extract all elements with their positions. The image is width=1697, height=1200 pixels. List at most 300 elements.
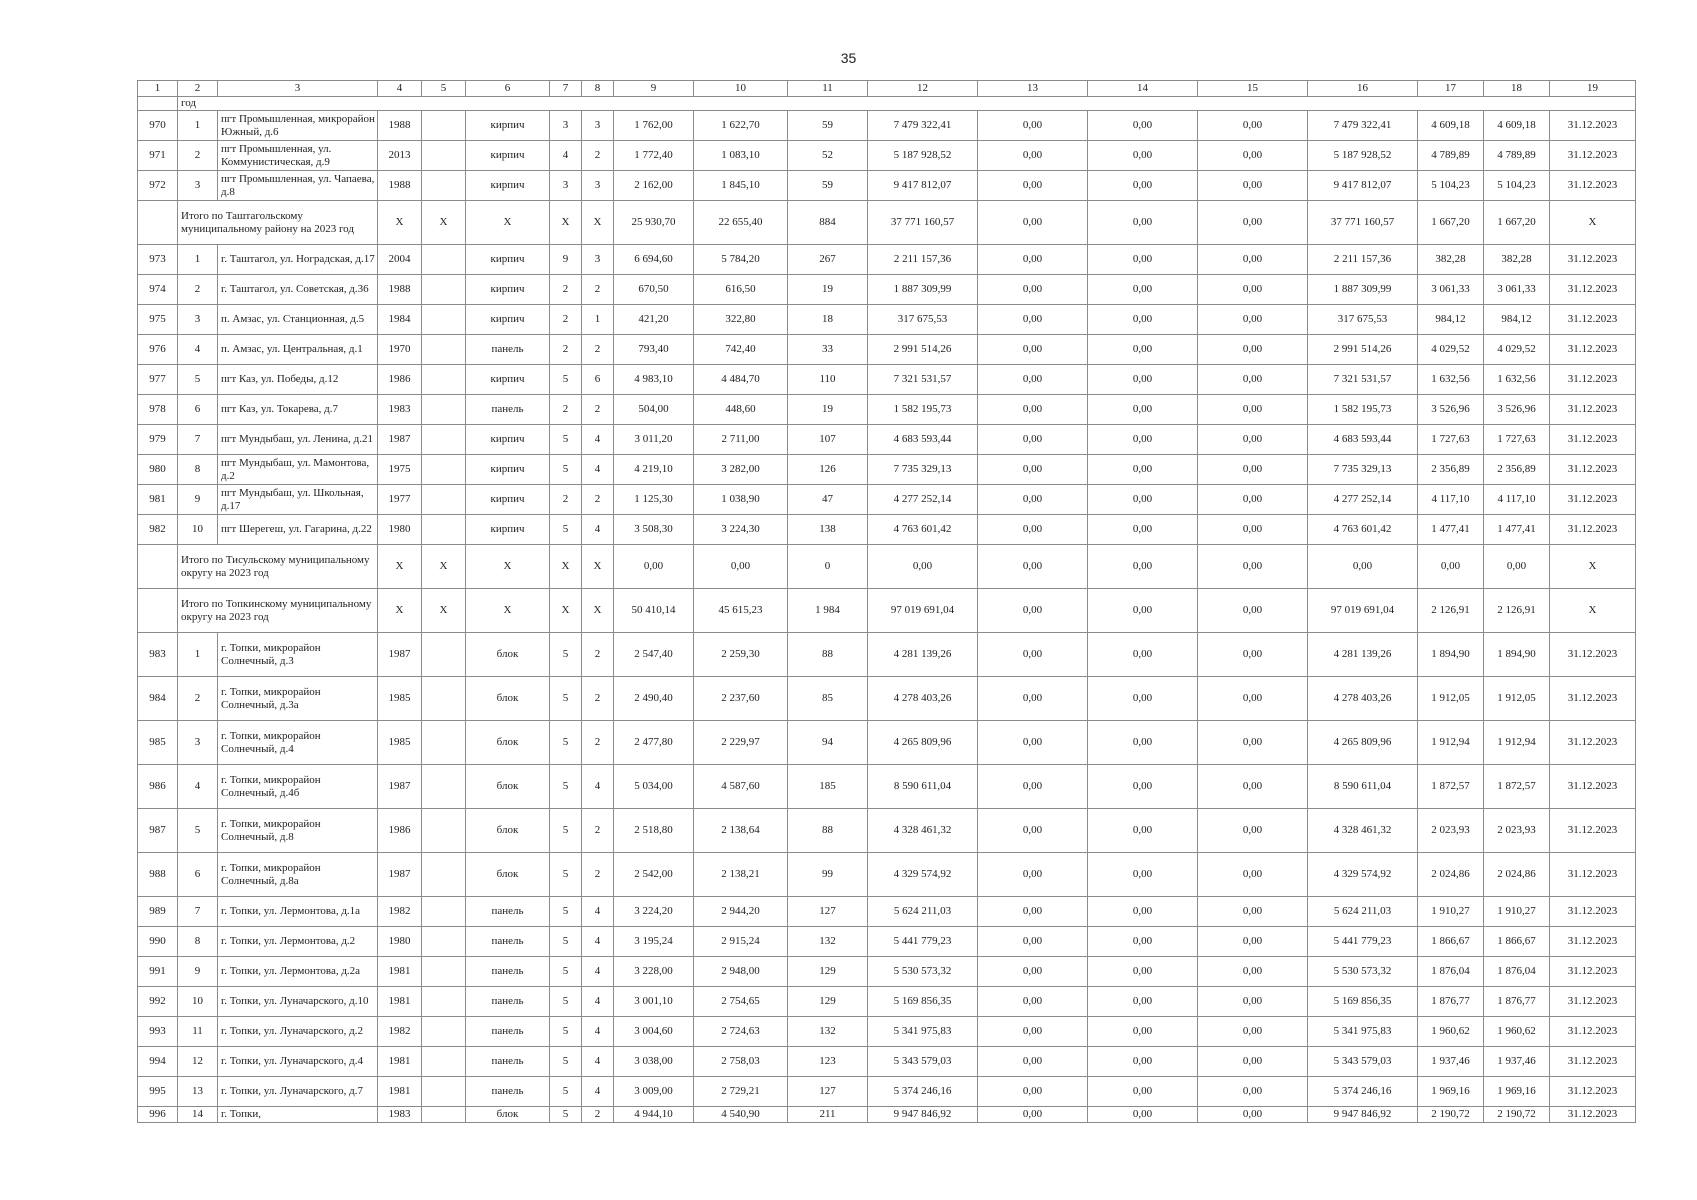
summary-cell: X <box>1550 589 1636 633</box>
table-cell: 4 265 809,96 <box>1308 721 1418 765</box>
table-cell: 5 <box>550 633 582 677</box>
table-cell: 971 <box>138 141 178 171</box>
summary-cell: X <box>550 589 582 633</box>
table-cell: 211 <box>788 1107 868 1123</box>
summary-cell: X <box>378 589 422 633</box>
table-cell: кирпич <box>466 455 550 485</box>
table-cell: кирпич <box>466 485 550 515</box>
table-cell: кирпич <box>466 171 550 201</box>
table-cell: 1981 <box>378 987 422 1017</box>
table-cell: 9 <box>178 485 218 515</box>
table-cell: 5 341 975,83 <box>868 1017 978 1047</box>
table-row <box>138 335 1636 365</box>
table-cell: 2 237,60 <box>694 677 788 721</box>
table-cell: 0,00 <box>1198 485 1308 515</box>
table-cell: 2 024,86 <box>1418 853 1484 897</box>
table-cell: 2 <box>178 141 218 171</box>
summary-cell: 97 019 691,04 <box>868 589 978 633</box>
table-cell: 4 <box>582 957 614 987</box>
summary-cell: 37 771 160,57 <box>1308 201 1418 245</box>
table-cell: 31.12.2023 <box>1550 853 1636 897</box>
table-cell <box>422 809 466 853</box>
summary-cell: 45 615,23 <box>694 589 788 633</box>
table-cell: 1 937,46 <box>1484 1047 1550 1077</box>
table-row <box>138 365 1636 395</box>
table-cell: 10 <box>178 515 218 545</box>
table-cell: 31.12.2023 <box>1550 987 1636 1017</box>
column-number: 17 <box>1418 81 1484 97</box>
table-cell: 267 <box>788 245 868 275</box>
table-cell: 382,28 <box>1484 245 1550 275</box>
table-cell: 2 754,65 <box>694 987 788 1017</box>
table-cell <box>422 365 466 395</box>
table-cell: 1985 <box>378 677 422 721</box>
table-row <box>138 425 1636 455</box>
table-cell: 4 278 403,26 <box>868 677 978 721</box>
summary-cell: 37 771 160,57 <box>868 201 978 245</box>
table-cell: 0,00 <box>978 335 1088 365</box>
table-row <box>138 141 1636 171</box>
table-cell <box>422 455 466 485</box>
table-cell: 2 <box>582 853 614 897</box>
table-cell: 4 219,10 <box>614 455 694 485</box>
table-row <box>138 111 1636 141</box>
table-cell: 52 <box>788 141 868 171</box>
table-cell: 31.12.2023 <box>1550 455 1636 485</box>
table-row <box>138 1107 1636 1123</box>
table-cell: 7 <box>178 425 218 455</box>
table-cell: 3 <box>178 721 218 765</box>
table-cell: 2 356,89 <box>1418 455 1484 485</box>
table-row <box>138 1077 1636 1107</box>
table-cell: 0,00 <box>1088 897 1198 927</box>
table-cell: 4 <box>582 1017 614 1047</box>
table-cell: 0,00 <box>1198 141 1308 171</box>
table-cell: 0,00 <box>1088 927 1198 957</box>
address-cell: г. Топки, ул. Лермонтова, д.2 <box>218 927 378 957</box>
table-cell: 4 587,60 <box>694 765 788 809</box>
table-cell: 6 <box>178 853 218 897</box>
table-cell: 31.12.2023 <box>1550 1017 1636 1047</box>
table-cell: 0,00 <box>1198 927 1308 957</box>
table-cell: 123 <box>788 1047 868 1077</box>
table-cell: 1988 <box>378 111 422 141</box>
column-number: 6 <box>466 81 550 97</box>
table-cell: 0,00 <box>1088 1047 1198 1077</box>
table-cell: 4 <box>582 765 614 809</box>
summary-row <box>138 545 1636 589</box>
summary-cell: 0 <box>788 545 868 589</box>
table-cell: 982 <box>138 515 178 545</box>
table-cell: 0,00 <box>978 1017 1088 1047</box>
table-cell: 31.12.2023 <box>1550 171 1636 201</box>
table-cell: 3 224,30 <box>694 515 788 545</box>
table-cell: 2 <box>178 677 218 721</box>
table-cell: кирпич <box>466 515 550 545</box>
table-cell: 31.12.2023 <box>1550 897 1636 927</box>
table-cell: 0,00 <box>1088 425 1198 455</box>
table-cell: 4 329 574,92 <box>1308 853 1418 897</box>
table-cell: 14 <box>178 1107 218 1123</box>
address-cell: г. Таштагол, ул. Советская, д.36 <box>218 275 378 305</box>
table-cell: 47 <box>788 485 868 515</box>
table-cell: 991 <box>138 957 178 987</box>
table-cell: 1982 <box>378 1017 422 1047</box>
table-cell: 31.12.2023 <box>1550 425 1636 455</box>
table-cell: 5 <box>550 455 582 485</box>
table-cell: 5 341 975,83 <box>1308 1017 1418 1047</box>
table-cell: 1 912,94 <box>1418 721 1484 765</box>
table-cell: 0,00 <box>1198 633 1308 677</box>
table-cell: 0,00 <box>1088 765 1198 809</box>
table-cell: кирпич <box>466 275 550 305</box>
table-cell: панель <box>466 395 550 425</box>
table-cell: 9 <box>178 957 218 987</box>
table-cell: 7 735 329,13 <box>868 455 978 485</box>
table-cell: 2 991 514,26 <box>868 335 978 365</box>
table-cell: 18 <box>788 305 868 335</box>
table-cell <box>422 677 466 721</box>
table-row <box>138 957 1636 987</box>
table-cell: 2 138,64 <box>694 809 788 853</box>
table-cell: кирпич <box>466 141 550 171</box>
table-cell <box>422 853 466 897</box>
table-cell: 1 910,27 <box>1418 897 1484 927</box>
table-cell: 2 <box>550 395 582 425</box>
table-cell: кирпич <box>466 305 550 335</box>
table-cell: 5 <box>550 809 582 853</box>
table-cell: 6 694,60 <box>614 245 694 275</box>
table-cell: 5 104,23 <box>1418 171 1484 201</box>
summary-cell: 0,00 <box>1088 201 1198 245</box>
table-cell: 31.12.2023 <box>1550 365 1636 395</box>
table-cell: блок <box>466 765 550 809</box>
table-cell: 59 <box>788 171 868 201</box>
table-cell: 1 872,57 <box>1484 765 1550 809</box>
table-cell: 94 <box>788 721 868 765</box>
table-cell: 5 <box>550 765 582 809</box>
table-cell: 5 530 573,32 <box>1308 957 1418 987</box>
table-cell: 2 211 157,36 <box>868 245 978 275</box>
address-cell: п. Амзас, ул. Центральная, д.1 <box>218 335 378 365</box>
table-cell: 0,00 <box>1198 425 1308 455</box>
table-cell: 1 876,77 <box>1484 987 1550 1017</box>
table-cell: 4 983,10 <box>614 365 694 395</box>
table-cell: панель <box>466 1017 550 1047</box>
table-cell: 1 960,62 <box>1418 1017 1484 1047</box>
table-cell: 2 <box>550 305 582 335</box>
table-cell: панель <box>466 335 550 365</box>
table-cell: 2 <box>582 809 614 853</box>
table-cell: 1 477,41 <box>1484 515 1550 545</box>
table-cell: 4 328 461,32 <box>1308 809 1418 853</box>
table-cell: 0,00 <box>1198 275 1308 305</box>
table-cell <box>422 335 466 365</box>
table-cell: 995 <box>138 1077 178 1107</box>
table-cell: 0,00 <box>978 141 1088 171</box>
table-cell: 5 <box>550 677 582 721</box>
table-cell: 983 <box>138 633 178 677</box>
summary-cell: X <box>582 545 614 589</box>
table-cell: 5 343 579,03 <box>868 1047 978 1077</box>
table-cell: 85 <box>788 677 868 721</box>
table-cell: 1 969,16 <box>1484 1077 1550 1107</box>
table-cell: 1 632,56 <box>1484 365 1550 395</box>
table-cell: 973 <box>138 245 178 275</box>
table-cell: 0,00 <box>978 809 1088 853</box>
table-cell: панель <box>466 1047 550 1077</box>
table-cell: 989 <box>138 897 178 927</box>
table-cell: 984,12 <box>1484 305 1550 335</box>
table-cell <box>422 765 466 809</box>
table-cell: 5 <box>550 987 582 1017</box>
table-cell: 0,00 <box>1198 365 1308 395</box>
table-cell: 0,00 <box>1198 853 1308 897</box>
summary-row <box>138 589 1636 633</box>
table-cell: 2 <box>582 395 614 425</box>
table-cell: 7 479 322,41 <box>868 111 978 141</box>
table-cell: 1970 <box>378 335 422 365</box>
table-cell <box>422 305 466 335</box>
table-cell: 4 609,18 <box>1484 111 1550 141</box>
table-cell: 0,00 <box>1198 515 1308 545</box>
table-cell: 4 117,10 <box>1418 485 1484 515</box>
table-cell: кирпич <box>466 111 550 141</box>
table-cell: 2 711,00 <box>694 425 788 455</box>
table-cell: 0,00 <box>1198 1077 1308 1107</box>
column-number: 7 <box>550 81 582 97</box>
table-cell: 1982 <box>378 897 422 927</box>
table-cell: 1987 <box>378 425 422 455</box>
table-cell: 0,00 <box>1088 1017 1198 1047</box>
table-cell: 3 282,00 <box>694 455 788 485</box>
table-cell: 0,00 <box>978 853 1088 897</box>
table-cell: 5 624 211,03 <box>1308 897 1418 927</box>
table-cell: 0,00 <box>978 927 1088 957</box>
table-cell: 5 <box>550 957 582 987</box>
table-cell: 1 872,57 <box>1418 765 1484 809</box>
table-cell: 0,00 <box>1198 809 1308 853</box>
table-cell: 978 <box>138 395 178 425</box>
table-cell: 1 866,67 <box>1418 927 1484 957</box>
table-cell: 4 277 252,14 <box>868 485 978 515</box>
summary-cell: 2 126,91 <box>1484 589 1550 633</box>
table-cell: панель <box>466 1077 550 1107</box>
table-cell: 31.12.2023 <box>1550 485 1636 515</box>
summary-cell: 0,00 <box>1088 545 1198 589</box>
table-cell: 4 484,70 <box>694 365 788 395</box>
table-cell: панель <box>466 957 550 987</box>
table-cell: 2 190,72 <box>1418 1107 1484 1123</box>
table-cell: 5 <box>550 425 582 455</box>
table-cell: 4 <box>582 1077 614 1107</box>
table-cell: 986 <box>138 765 178 809</box>
table-cell: 9 417 812,07 <box>868 171 978 201</box>
summary-cell: 0,00 <box>978 589 1088 633</box>
table-cell: 1985 <box>378 721 422 765</box>
table-cell: 4 540,90 <box>694 1107 788 1123</box>
table-cell: 8 <box>178 455 218 485</box>
address-cell: пгт Мундыбаш, ул. Ленина, д.21 <box>218 425 378 455</box>
summary-cell: X <box>582 589 614 633</box>
table-cell: 2 <box>550 485 582 515</box>
table-cell: 3 526,96 <box>1418 395 1484 425</box>
table-cell: 2 356,89 <box>1484 455 1550 485</box>
table-cell: 0,00 <box>978 171 1088 201</box>
table-cell: 2 <box>582 485 614 515</box>
table-cell <box>422 395 466 425</box>
table-cell: 3 508,30 <box>614 515 694 545</box>
table-cell: 317 675,53 <box>1308 305 1418 335</box>
table-cell: 4 <box>178 765 218 809</box>
table-cell: 2 542,00 <box>614 853 694 897</box>
table-cell: 7 321 531,57 <box>868 365 978 395</box>
address-cell: пгт Мундыбаш, ул. Мамонтова, д.2 <box>218 455 378 485</box>
table-cell: 0,00 <box>978 275 1088 305</box>
table-cell: 4 277 252,14 <box>1308 485 1418 515</box>
column-number: 14 <box>1088 81 1198 97</box>
table-cell: 1987 <box>378 853 422 897</box>
address-cell: г. Топки, микрорайон Солнечный, д.3 <box>218 633 378 677</box>
summary-cell: X <box>378 545 422 589</box>
address-cell: пгт Каз, ул. Победы, д.12 <box>218 365 378 395</box>
table-cell: 88 <box>788 809 868 853</box>
table-cell: 9 417 812,07 <box>1308 171 1418 201</box>
table-cell: 504,00 <box>614 395 694 425</box>
table-cell: 0,00 <box>1088 335 1198 365</box>
table-cell: панель <box>466 897 550 927</box>
table-cell: 19 <box>788 395 868 425</box>
table-cell: 1 622,70 <box>694 111 788 141</box>
table-cell: 0,00 <box>1198 1017 1308 1047</box>
table-cell: 1986 <box>378 365 422 395</box>
table-cell: 2 211 157,36 <box>1308 245 1418 275</box>
table-cell: 1988 <box>378 171 422 201</box>
summary-cell: 97 019 691,04 <box>1308 589 1418 633</box>
table-row <box>138 485 1636 515</box>
table-cell: 1983 <box>378 395 422 425</box>
table-cell: 1 845,10 <box>694 171 788 201</box>
table-cell: 2 <box>582 335 614 365</box>
table-cell: 317 675,53 <box>868 305 978 335</box>
table-cell: 2 <box>582 721 614 765</box>
address-cell: г. Топки, ул. Луначарского, д.7 <box>218 1077 378 1107</box>
table-cell: 2 948,00 <box>694 957 788 987</box>
table-cell: 5 034,00 <box>614 765 694 809</box>
table-cell: 996 <box>138 1107 178 1123</box>
summary-cell: 0,00 <box>1198 589 1308 633</box>
table-cell: 132 <box>788 1017 868 1047</box>
table-cell: 0,00 <box>1088 275 1198 305</box>
table-cell: 0,00 <box>978 485 1088 515</box>
table-cell: 2 490,40 <box>614 677 694 721</box>
table-cell: 5 441 779,23 <box>1308 927 1418 957</box>
table-cell: 4 <box>582 455 614 485</box>
table-cell: 107 <box>788 425 868 455</box>
table-cell: 3 <box>582 111 614 141</box>
table-cell: 13 <box>178 1077 218 1107</box>
address-cell: пгт Промышленная, микрорайон Южный, д.6 <box>218 111 378 141</box>
column-number: 2 <box>178 81 218 97</box>
table-cell: 421,20 <box>614 305 694 335</box>
table-row <box>138 853 1636 897</box>
summary-cell: 0,00 <box>1484 545 1550 589</box>
table-cell: 0,00 <box>978 1077 1088 1107</box>
table-cell: 0,00 <box>978 1107 1088 1123</box>
table-cell: 3 038,00 <box>614 1047 694 1077</box>
summary-cell: 0,00 <box>1088 589 1198 633</box>
summary-cell: X <box>466 589 550 633</box>
table-cell: 1 912,94 <box>1484 721 1550 765</box>
table-cell: 0,00 <box>978 987 1088 1017</box>
table-cell: 2004 <box>378 245 422 275</box>
table-cell: 8 <box>178 927 218 957</box>
table-cell: 1983 <box>378 1107 422 1123</box>
table-cell: 5 <box>550 1077 582 1107</box>
table-cell: 1988 <box>378 275 422 305</box>
table-cell: 2 724,63 <box>694 1017 788 1047</box>
table-row <box>138 515 1636 545</box>
table-cell: 1 <box>582 305 614 335</box>
table-cell: 4 329 574,92 <box>868 853 978 897</box>
table-cell: 3 <box>178 305 218 335</box>
table-cell: 0,00 <box>1198 171 1308 201</box>
summary-cell: X <box>1550 201 1636 245</box>
summary-cell: 0,00 <box>978 201 1088 245</box>
table-cell: 2 023,93 <box>1418 809 1484 853</box>
table-cell: 0,00 <box>1088 365 1198 395</box>
table-cell: 2 229,97 <box>694 721 788 765</box>
table-cell: 31.12.2023 <box>1550 1047 1636 1077</box>
table-cell: 1 125,30 <box>614 485 694 515</box>
table-cell: 3 009,00 <box>614 1077 694 1107</box>
table-cell: 12 <box>178 1047 218 1077</box>
table-cell: 2 547,40 <box>614 633 694 677</box>
table-cell: 129 <box>788 957 868 987</box>
table-cell: 5 <box>550 1107 582 1123</box>
table-cell: 1 866,67 <box>1484 927 1550 957</box>
table-cell: 59 <box>788 111 868 141</box>
table-cell: кирпич <box>466 365 550 395</box>
table-cell: 984,12 <box>1418 305 1484 335</box>
table-cell: 31.12.2023 <box>1550 515 1636 545</box>
table-cell: 1 887 309,99 <box>1308 275 1418 305</box>
column-number: 4 <box>378 81 422 97</box>
table-cell: 19 <box>788 275 868 305</box>
summary-label: Итого по Тисульскому муниципальному округу на 2023 год <box>178 545 378 589</box>
table-cell: 322,80 <box>694 305 788 335</box>
table-cell: 4 265 809,96 <box>868 721 978 765</box>
table-cell: 4 <box>550 141 582 171</box>
table-cell: 1 937,46 <box>1418 1047 1484 1077</box>
table-cell: 2 <box>582 633 614 677</box>
table-cell: 2 <box>582 275 614 305</box>
table-cell <box>422 1107 466 1123</box>
table-cell <box>422 485 466 515</box>
summary-cell: 0,00 <box>978 545 1088 589</box>
table-cell: 5 <box>550 1047 582 1077</box>
table-row <box>138 987 1636 1017</box>
column-number: 19 <box>1550 81 1636 97</box>
table-cell: 0,00 <box>1088 987 1198 1017</box>
table-row <box>138 721 1636 765</box>
table-cell: 5 <box>550 515 582 545</box>
summary-cell: X <box>422 589 466 633</box>
table-cell: 2 138,21 <box>694 853 788 897</box>
table-cell: 2 518,80 <box>614 809 694 853</box>
address-cell: г. Топки, ул. Луначарского, д.4 <box>218 1047 378 1077</box>
table-cell: блок <box>466 809 550 853</box>
